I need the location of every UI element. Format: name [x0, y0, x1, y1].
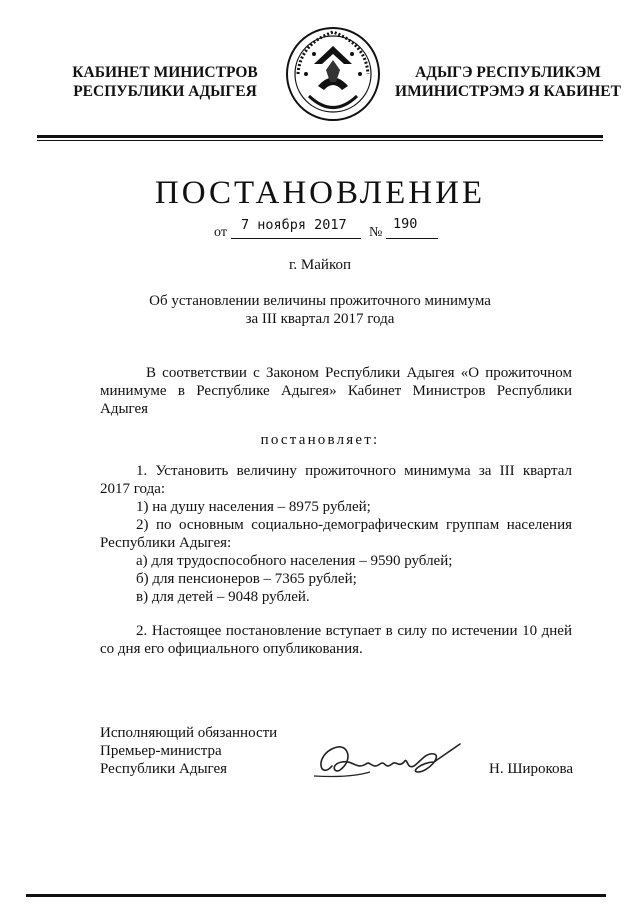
item1-sub1: 1) на душу населения – 8975 рублей; [136, 499, 371, 515]
decree-word: постановляет: [260, 432, 380, 448]
preamble-line3: Адыгея [100, 401, 149, 417]
header-rule-thick [37, 135, 603, 138]
date-value: 7 ноября 2017 [241, 217, 347, 233]
item1-sub2b: б) для пенсионеров – 7365 рублей; [136, 571, 357, 587]
header-left-line2: РЕСПУБЛИКИ АДЫГЕЯ [73, 83, 257, 100]
header-left-line1: КАБИНЕТ МИНИСТРОВ [72, 64, 258, 81]
document-subject [0, 292, 640, 328]
item1-sub2-line1: 2) по основным социально-демографическим группам населения [136, 517, 572, 533]
preamble-paragraph [100, 364, 572, 418]
coat-of-arms-emblem [284, 24, 382, 124]
item2-line1: 2. Настоящее постановление вступает в силу по истечении 10 дней [136, 623, 572, 639]
date-prefix: от [214, 225, 227, 240]
preamble-line1: В соответствии с Законом Республики Адыгея «О прожиточном [146, 365, 572, 381]
document-type-title: ПОСТАНОВЛЕНИЕ [154, 175, 486, 211]
signatory-role [100, 724, 340, 778]
role-line3: Республики Адыгея [100, 761, 228, 777]
header-left-title [60, 63, 270, 101]
item1-line2: 2017 года: [100, 481, 166, 497]
item1-line1: 1. Установить величину прожиточного минимума за III квартал [136, 463, 572, 479]
preamble-line2: минимуме в Республике Адыгея» Кабинет Министров Республики [100, 383, 572, 399]
number-value: 190 [393, 216, 418, 232]
item2-line2: со дня его официального опубликования. [100, 641, 363, 657]
footer-rule [26, 894, 606, 897]
item1-sub2c: в) для детей – 9048 рублей. [136, 589, 310, 605]
decree-item2 [100, 622, 572, 658]
date-underline [231, 238, 361, 239]
role-line2: Премьер-министра [100, 743, 222, 759]
signatory-name: Н. Широкова [489, 761, 574, 777]
decree-items [100, 462, 572, 606]
item1-sub2-line2: Республики Адыгея: [100, 535, 232, 551]
city: г. Майкоп [288, 257, 352, 273]
header-right-line1: АДЫГЭ РЕСПУБЛИКЭМ [415, 64, 601, 81]
header-right-title [388, 63, 628, 101]
header-rule-thin [37, 140, 603, 141]
subject-line1: Об установлении величины прожиточного минимума [149, 293, 491, 309]
item1-sub2a: а) для трудоспособного населения – 9590 рублей; [136, 553, 453, 569]
subject-line2: за III квартал 2017 года [245, 311, 395, 327]
header-right-line2: ИМИНИСТРЭМЭ Я КАБИНЕТ [395, 83, 621, 100]
handwritten-signature [310, 736, 470, 784]
number-underline [386, 238, 438, 239]
role-line1: Исполняющий обязанности [100, 725, 278, 741]
number-prefix: № [369, 225, 383, 240]
